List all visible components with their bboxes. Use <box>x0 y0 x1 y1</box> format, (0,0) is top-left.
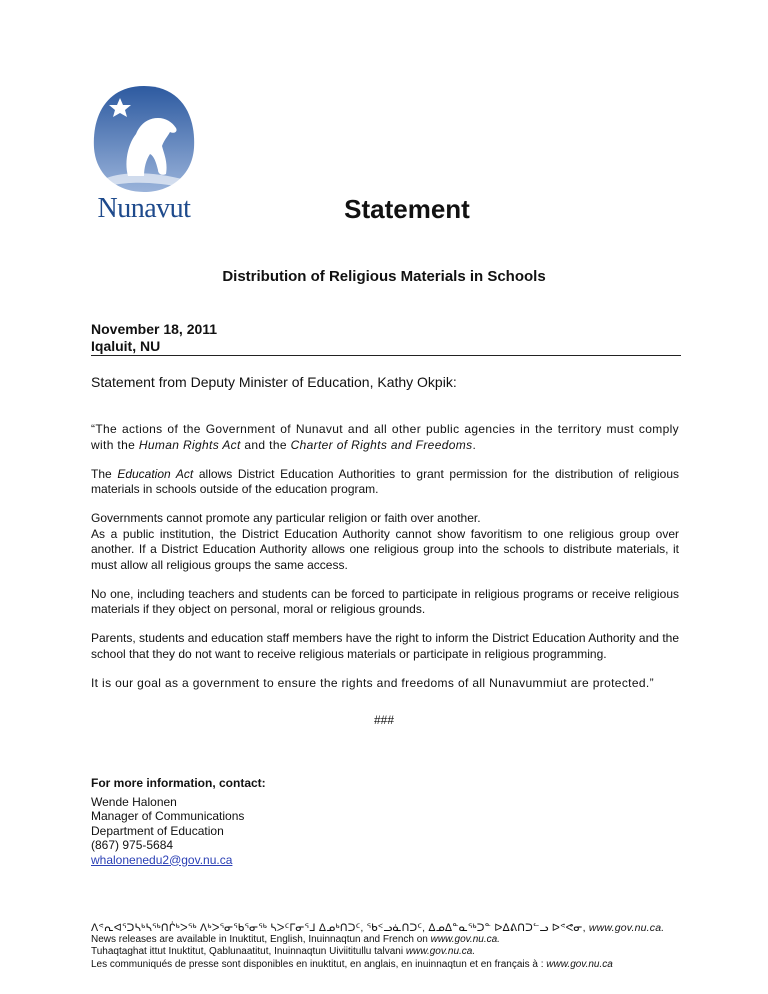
nunavut-wordmark: Nunavut <box>97 193 191 224</box>
contact-heading: For more information, contact: <box>91 776 266 790</box>
charter-ref: Charter of Rights and Freedoms <box>290 437 473 452</box>
contact-phone: (867) 975-5684 <box>91 838 174 852</box>
statement-subtitle: Distribution of Religious Materials in Schools <box>222 268 546 285</box>
footer-french-text: Les communiqués de presse sont disponibles en inuktitut, en anglais, en inuinnaqtun et en français à : <box>91 958 547 970</box>
statement-location: Iqaluit, NU <box>91 338 161 354</box>
footer-syllabics-url[interactable]: www.gov.nu.ca. <box>588 922 665 934</box>
end-separator: ### <box>373 713 395 727</box>
footer-english-text: News releases are available in Inuktitut, English, Inuinnaqtun and French on <box>91 934 431 946</box>
footer-inuinnaqtun-line <box>91 946 664 958</box>
paragraph-1-conj: and the <box>240 437 291 452</box>
date-location-block <box>91 321 217 355</box>
education-act-ref: Education Act <box>117 466 194 481</box>
footer-inuinnaqtun-text: Tuhaqtaghat ittut Inuktitut, Qablunaatitut, Inuinnaqtun Uiviititullu talvani <box>91 946 406 958</box>
paragraph-1-end: . <box>472 437 477 452</box>
footer <box>91 922 664 971</box>
footer-inuinnaqtun-url[interactable]: www.gov.nu.ca. <box>405 946 476 958</box>
statement-date: November 18, 2011 <box>91 321 218 337</box>
footer-french-line <box>91 959 664 971</box>
paragraph-6: It is our goal as a government to ensure the rights and freedoms of all Nunavummiut are protected.” <box>91 675 654 690</box>
paragraph-1-text: “The actions of the Government of Nunavut and all other public agencies in the territory must comply with the <box>91 422 679 452</box>
contact-email-link[interactable]: whalonenedu2@gov.nu.ca <box>91 852 233 867</box>
footer-english-url[interactable]: www.gov.nu.ca. <box>430 934 500 946</box>
contact-role: Manager of Communications <box>91 809 245 823</box>
footer-syllabics-line <box>91 922 664 934</box>
footer-english-line <box>91 934 664 946</box>
paragraph-4: No one, including teachers and students can be forced to participate in religious programs or receive religious materials if they object on personal, moral or religious grounds. <box>91 586 679 616</box>
paragraph-2-start: The <box>91 466 118 481</box>
page-title: Statement <box>344 194 470 224</box>
footer-french-url[interactable]: www.gov.nu.ca <box>546 958 613 970</box>
contact-name: Wende Halonen <box>91 794 177 809</box>
footer-syllabics-text: ᐱᕝᕆᐊᕐᑐᓴᒃᓴᖅᑎᒌᒃᐳᖅ ᐱᒃᐳᕐᓂᖃᕐᓂᖅ ᓴᐳᑦᒥᓂᕐᒧ ᐃᓄᒃᑎᑐᑦ, ᖃᑉᓗᓈᑎᑐᑦ, ᐃᓄᐃᓐᓇᖅᑐᓐ ᐅᐃᕕᑎᑐᓪᓗ ᐅᕝᕙᓂ, <box>91 922 586 934</box>
paragraph-3-line-1: Governments cannot promote any particular religion or faith over another. <box>91 511 481 525</box>
polar-bear-emblem-icon <box>88 84 200 196</box>
paragraph-2 <box>91 467 679 498</box>
paragraph-2-text: allows District Education Authorities to grant permission for the distribution of religious materials in schools outside of the education program. <box>91 466 679 496</box>
statement-from-line: Statement from Deputy Minister of Education, Kathy Okpik: <box>91 374 457 390</box>
paragraph-5: Parents, students and education staff members have the right to inform the District Education Authority and the school that they do not want to receive religious materials or participate in religious programming. <box>91 631 679 661</box>
paragraph-3-text: As a public institution, the District Education Authority cannot show favoritism to one religious group over another. If a District Education Authority allows one religious group into the schools to distribute materials, it must allow all religious groups the same access. <box>91 526 679 572</box>
statement-body <box>91 422 679 705</box>
contact-department: Department of Education <box>91 823 224 838</box>
human-rights-act-ref: Human Rights Act <box>138 437 241 452</box>
paragraph-1 <box>91 422 679 453</box>
paragraph-3 <box>91 511 679 573</box>
contact-block <box>91 776 266 867</box>
header-divider <box>91 355 681 356</box>
